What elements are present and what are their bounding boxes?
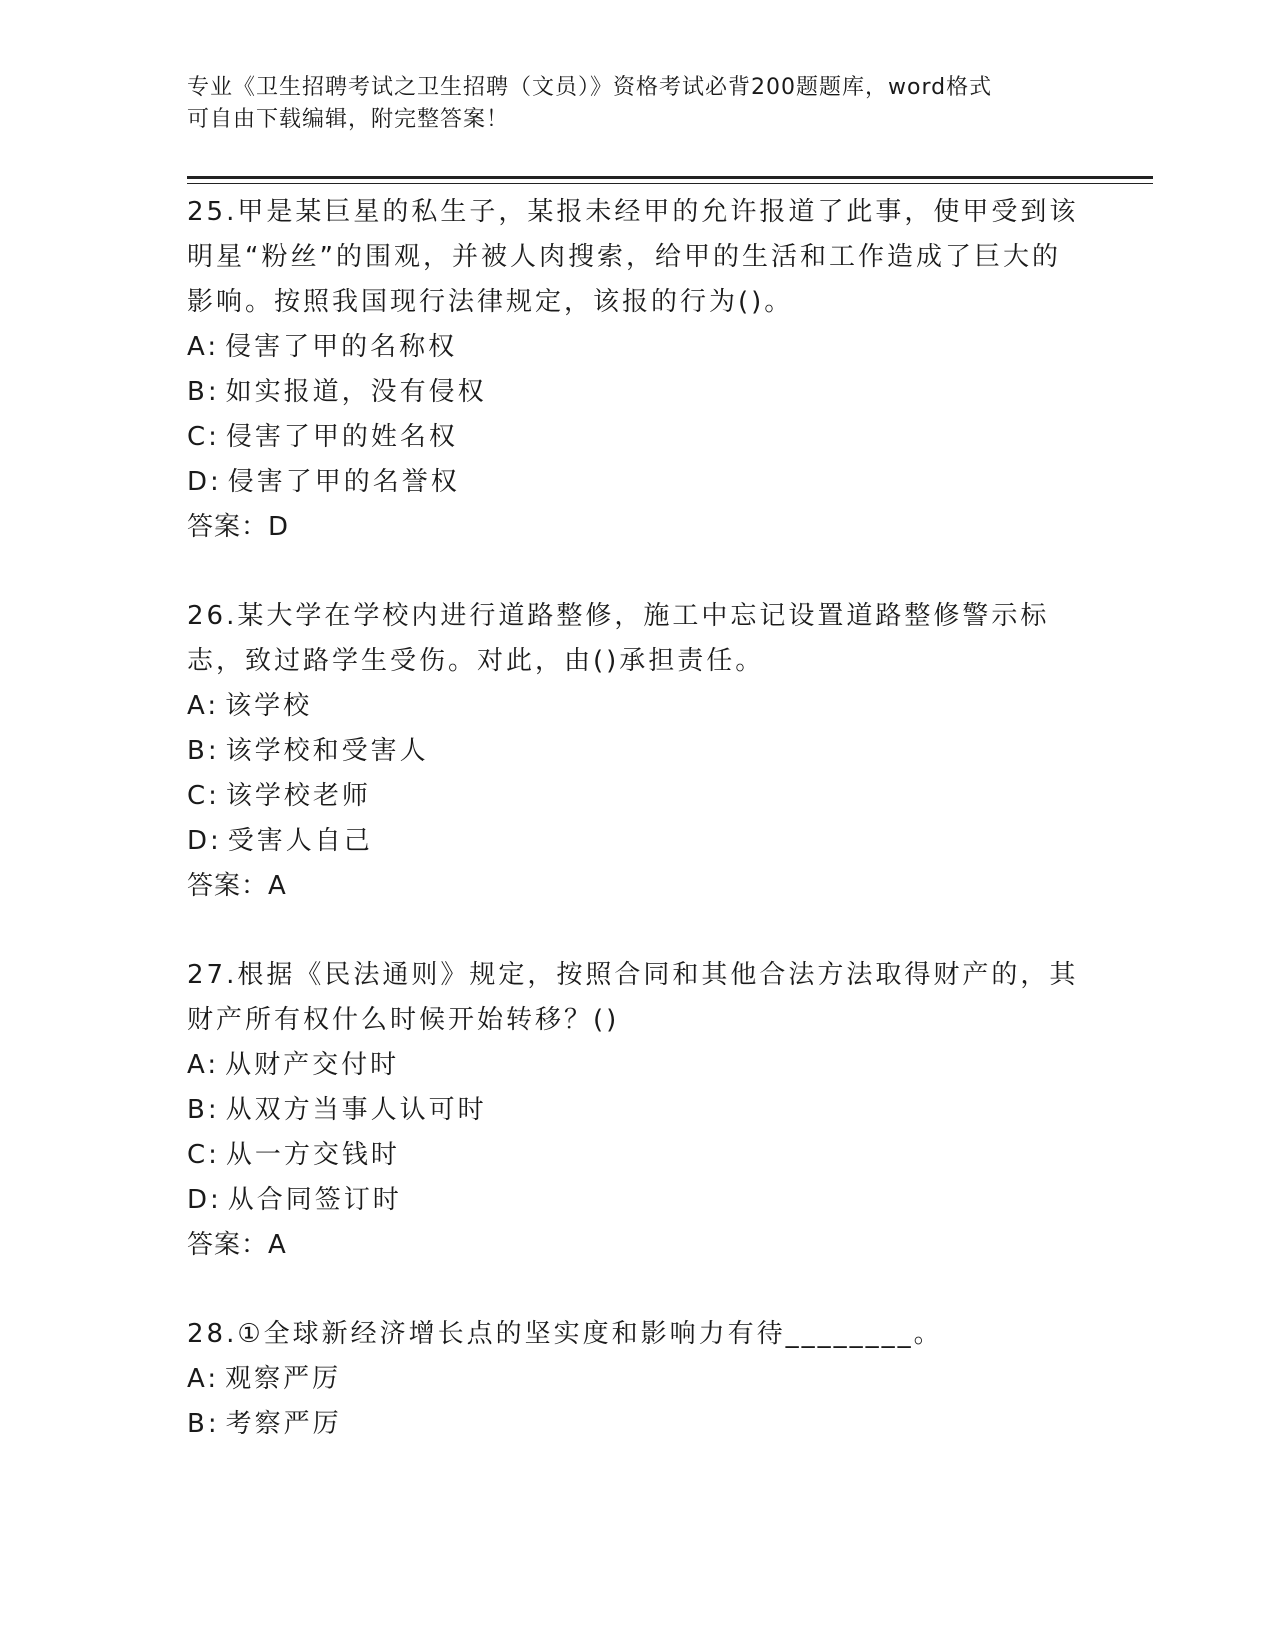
question-25: [187, 190, 1087, 550]
answer-line: 答案：D: [187, 512, 290, 542]
header-divider-thick: [187, 176, 1153, 179]
option-text: 侵害了甲的名称权: [225, 332, 458, 362]
option-d: [187, 819, 1087, 864]
option-c: [187, 415, 1087, 460]
question-27: [187, 953, 1087, 1268]
header-divider-thin: [187, 183, 1153, 184]
option-letter: B:: [187, 377, 220, 407]
option-c: [187, 1133, 1087, 1178]
question-stem: 26.某大学在学校内进行道路整修，施工中忘记设置道路整修警示标志，致过路学生受伤。对此，由()承担责任。: [187, 601, 1050, 676]
option-letter: A:: [187, 1364, 220, 1394]
question-stem: 27.根据《民法通则》规定，按照合同和其他合法方法取得财产的，其财产所有权什么时候开始转移？(): [187, 960, 1079, 1035]
option-letter: B:: [187, 1095, 220, 1125]
question-26: [187, 594, 1087, 909]
option-letter: C:: [187, 1140, 220, 1170]
option-text: 该学校: [225, 691, 313, 721]
option-letter: A:: [187, 691, 220, 721]
option-text: 从合同签订时: [227, 1185, 402, 1215]
option-letter: A:: [187, 332, 220, 362]
option-b: [187, 370, 1087, 415]
answer-line: 答案：A: [187, 871, 287, 901]
header-title-line-2: 可自由下载编辑，附完整答案！: [187, 107, 510, 132]
option-d: [187, 460, 1087, 505]
option-text: 观察严厉: [225, 1364, 342, 1394]
option-c: [187, 774, 1087, 819]
option-text: 如实报道，没有侵权: [225, 377, 487, 407]
option-text: 从一方交钱时: [225, 1140, 400, 1170]
option-text: 该学校老师: [225, 781, 371, 811]
answer-line: 答案：A: [187, 1230, 287, 1260]
question-stem: 28.①全球新经济增长点的坚实度和影响力有待________。: [187, 1319, 943, 1349]
option-text: 从财产交付时: [225, 1050, 400, 1080]
option-letter: D:: [187, 826, 222, 856]
option-text: 侵害了甲的名誉权: [227, 467, 460, 497]
option-letter: C:: [187, 422, 220, 452]
question-28: [187, 1312, 1087, 1447]
option-text: 受害人自己: [227, 826, 373, 856]
question-stem: 25.甲是某巨星的私生子，某报未经甲的允许报道了此事，使甲受到该明星“粉丝”的围观，并被人肉搜索，给甲的生活和工作造成了巨大的影响。按照我国现行法律规定，该报的行为()。: [187, 197, 1079, 317]
document-header: [187, 72, 1067, 136]
header-title-line-1: 专业《卫生招聘考试之卫生招聘（文员）》资格考试必背200题题库，word格式: [187, 75, 993, 100]
option-a: [187, 1043, 1087, 1088]
option-letter: B:: [187, 736, 220, 766]
option-text: 侵害了甲的姓名权: [225, 422, 458, 452]
option-letter: C:: [187, 781, 220, 811]
option-a: [187, 325, 1087, 370]
option-letter: B:: [187, 1409, 220, 1439]
option-b: [187, 1088, 1087, 1133]
option-b: [187, 729, 1087, 774]
option-b: [187, 1402, 1087, 1447]
option-a: [187, 1357, 1087, 1402]
option-letter: D:: [187, 467, 222, 497]
question-list: [187, 190, 1087, 1491]
option-d: [187, 1178, 1087, 1223]
option-letter: A:: [187, 1050, 220, 1080]
option-text: 从双方当事人认可时: [225, 1095, 487, 1125]
option-a: [187, 684, 1087, 729]
option-text: 该学校和受害人: [225, 736, 429, 766]
option-text: 考察严厉: [225, 1409, 342, 1439]
option-letter: D:: [187, 1185, 222, 1215]
